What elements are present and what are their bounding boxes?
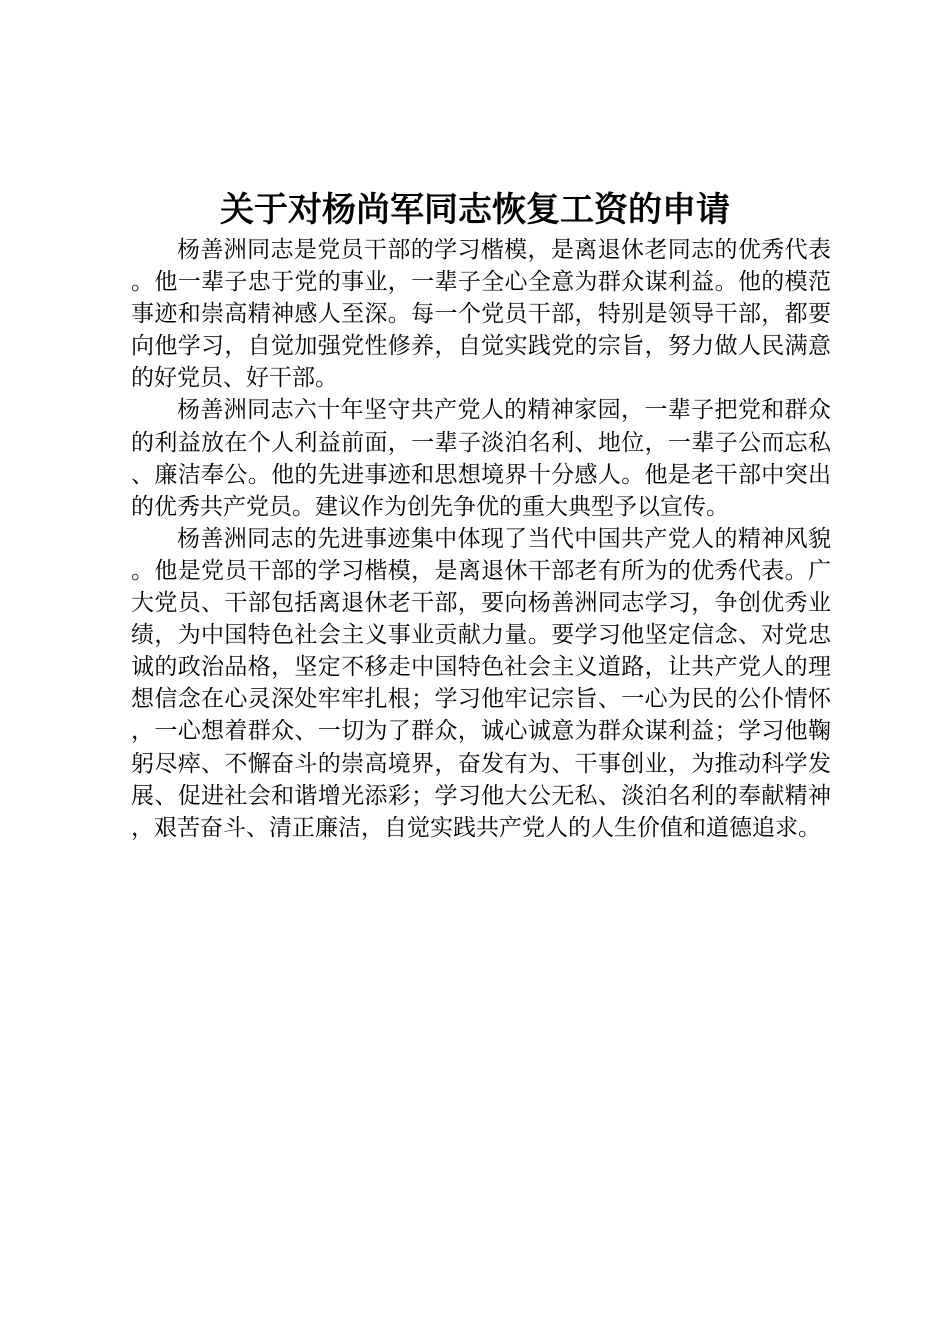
paragraph-3: 杨善洲同志的先进事迹集中体现了当代中国共产党人的精神风貌。他是党员干部的学习楷模，是离退休干部老有所为的优秀代表。广大党员、干部包括离退休老干部，要向杨善洲同志学习，争创优秀业绩，为中国特色社会主义事业贡献力量。要学习他坚定信念、对党忠诚的政治品格，坚定不移走中国特色社会主义道路，让共产党人的理想信念在心灵深处牢牢扎根；学习他牢记宗旨、一心为民的公仆情怀，一心想着群众、一切为了群众，诚心诚意为群众谋利益；学习他鞠躬尽瘁、不懈奋斗的崇高境界，奋发有为、干事创业，为推动科学发展、促进社会和谐增光添彩；学习他大公无私、淡泊名利的奉献精神，艰苦奋斗、清正廉洁，自觉实践共产党人的人生价值和道德追求。 xyxy=(131,525,831,841)
document-title: 关于对杨尚军同志恢复工资的申请 xyxy=(220,190,730,230)
paragraph-1: 杨善洲同志是党员干部的学习楷模，是离退休老同志的优秀代表。他一辈子忠于党的事业，一辈子全心全意为群众谋利益。他的模范事迹和崇高精神感人至深。每一个党员干部，特别是领导干部，都要向他学习，自觉加强党性修养，自觉实践党的宗旨，努力做人民满意的好党员、好干部。 xyxy=(131,237,831,392)
paragraph-2: 杨善洲同志六十年坚守共产党人的精神家园，一辈子把党和群众的利益放在个人利益前面，一辈子淡泊名利、地位，一辈子公而忘私、廉洁奉公。他的先进事迹和思想境界十分感人。他是老干部中突出的优秀共产党员。建议作为创先争优的重大典型予以宣传。 xyxy=(131,397,831,520)
document-body xyxy=(131,234,831,844)
